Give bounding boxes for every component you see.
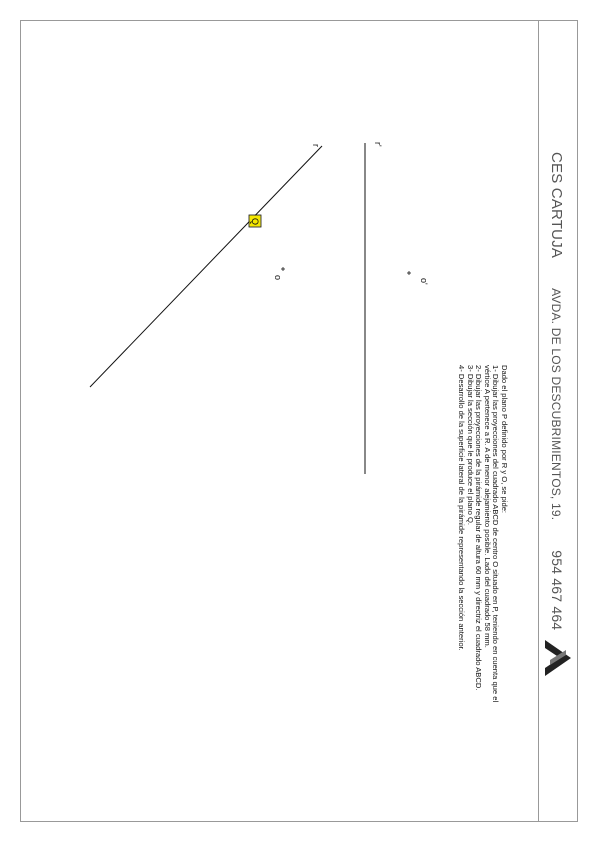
- school-name: CES CARTUJA: [548, 152, 565, 259]
- point-o: [273, 267, 285, 280]
- school-address: AVDA. DE LOS DESCUBRIMIENTOS, 19.: [549, 288, 563, 521]
- problem-item: 3- Dibujar la sección que le produce el plano Q.: [465, 365, 475, 525]
- point-o-prime: [407, 271, 429, 285]
- problem-item: 2- Dibujar las proyecciones de la pirámide regular de altura 60 mm y directriz el cuadrado ABCD.: [474, 365, 484, 691]
- label-o-prime: o': [419, 278, 429, 285]
- label-r-prime: r': [373, 142, 383, 147]
- chevron-logo-icon: [545, 640, 571, 676]
- problem-item: 1- Dibujar las proyecciones del cuadrado ABCD de centro O situado en P, teniendo en cuenta que el: [491, 365, 501, 703]
- problem-item: 4- Desarrollo de la superficie lateral de la pirámide representando la sección anterior.: [457, 365, 467, 651]
- label-r: r: [311, 144, 321, 147]
- line-r: [90, 146, 322, 387]
- label-q: Q: [250, 218, 260, 226]
- school-phone: 954 467 464: [549, 550, 565, 631]
- label-o: o: [273, 275, 283, 281]
- problem-item: vértice A pertenece a R. A de menor alejamiento posible. Lado del cuadrado 58 mm.: [482, 365, 492, 648]
- problem-intro: Dado el plano P definido por R y O, se pide:: [500, 365, 509, 514]
